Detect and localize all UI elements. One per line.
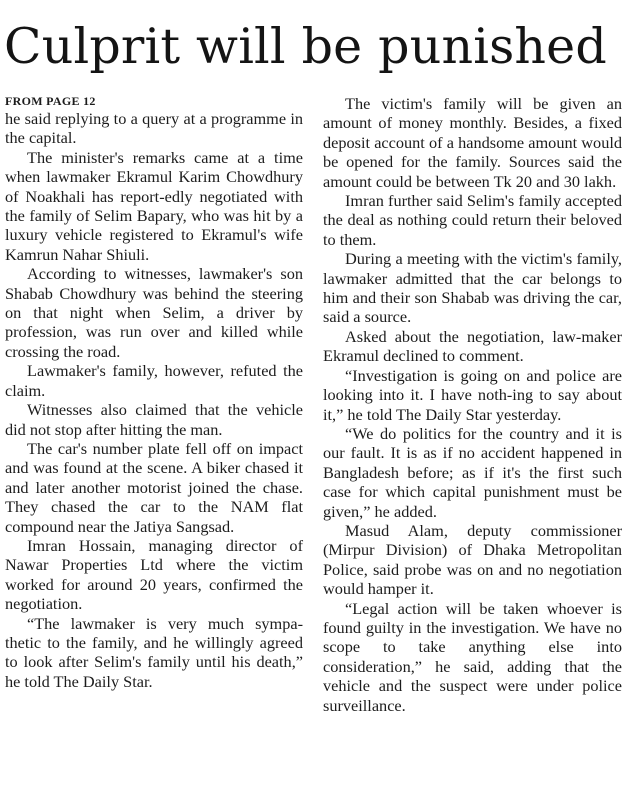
paragraph: “We do politics for the country and it is our fault. It is as if no accident happened in Bangladesh before; as if it's the first such case for which capital punishment must be given,” he added. bbox=[323, 423, 622, 521]
article-column-left bbox=[5, 93, 303, 691]
paragraph: The minister's remarks came at a time when lawmaker Ekramul Karim Chowdhury of Noakhali has report-edly negotiated with the family of Selim Bapary, who was hit by a luxury vehicle registered to Ekramul's wife Kamrun Nahar Shiuli. bbox=[5, 147, 303, 264]
paragraph: During a meeting with the victim's family, lawmaker admitted that the car belongs to him and their son Shabab was driving the car, said a source. bbox=[323, 249, 622, 327]
paragraph: The car's number plate fell off on impact and was found at the scene. A biker chased it and later another motorist joined the chase. They chased the car to the NAM flat compound near the Jatiya Sangsad. bbox=[5, 438, 303, 536]
paragraph: “The lawmaker is very much sympa-thetic to the family, and he willingly agreed to look after Selim's family until his death,” he told The Daily Star. bbox=[5, 613, 303, 691]
paragraph: The victim's family will be given an amount of money monthly. Besides, a fixed deposit account of a handsome amount would be opened for the family. Sources said the amount could be between Tk 20 and 30 lakh. bbox=[323, 94, 622, 191]
paragraph: “Legal action will be taken whoever is found guilty in the investigation. We have no scope to take anything else into consideration,” he said, adding that the vehicle and the suspect were under police surveillance. bbox=[323, 598, 622, 715]
paragraph: Masud Alam, deputy commissioner (Mirpur Division) of Dhaka Metropolitan Police, said probe was on and no negotiation would hamper it. bbox=[323, 520, 622, 599]
paragraph: Witnesses also claimed that the vehicle did not stop after hitting the man. bbox=[5, 400, 303, 439]
article-column-right bbox=[323, 93, 622, 715]
continuation-label: FROM PAGE 12 bbox=[5, 94, 96, 108]
paragraph: According to witnesses, lawmaker's son Shabab Chowdhury was behind the steering on that night when Selim, a driver by profession, was run over and killed while crossing the road. bbox=[5, 264, 303, 361]
paragraph: Imran further said Selim's family accepted the deal as nothing could return their beloved to them. bbox=[323, 191, 622, 249]
paragraph: “Investigation is going on and police are looking into it. I have noth-ing to say about it,” he told The Daily Star yesterday. bbox=[323, 365, 622, 424]
headline: Culprit will be punished bbox=[4, 18, 607, 75]
paragraph: Asked about the negotiation, law-maker Ekramul declined to comment. bbox=[323, 326, 622, 366]
paragraph: Lawmaker's family, however, refuted the claim. bbox=[5, 361, 303, 400]
paragraph: he said replying to a query at a programme in the capital. bbox=[5, 109, 303, 148]
paragraph: Imran Hossain, managing director of Nawar Properties Ltd where the victim worked for around 20 years, confirmed the negotiation. bbox=[5, 535, 303, 614]
